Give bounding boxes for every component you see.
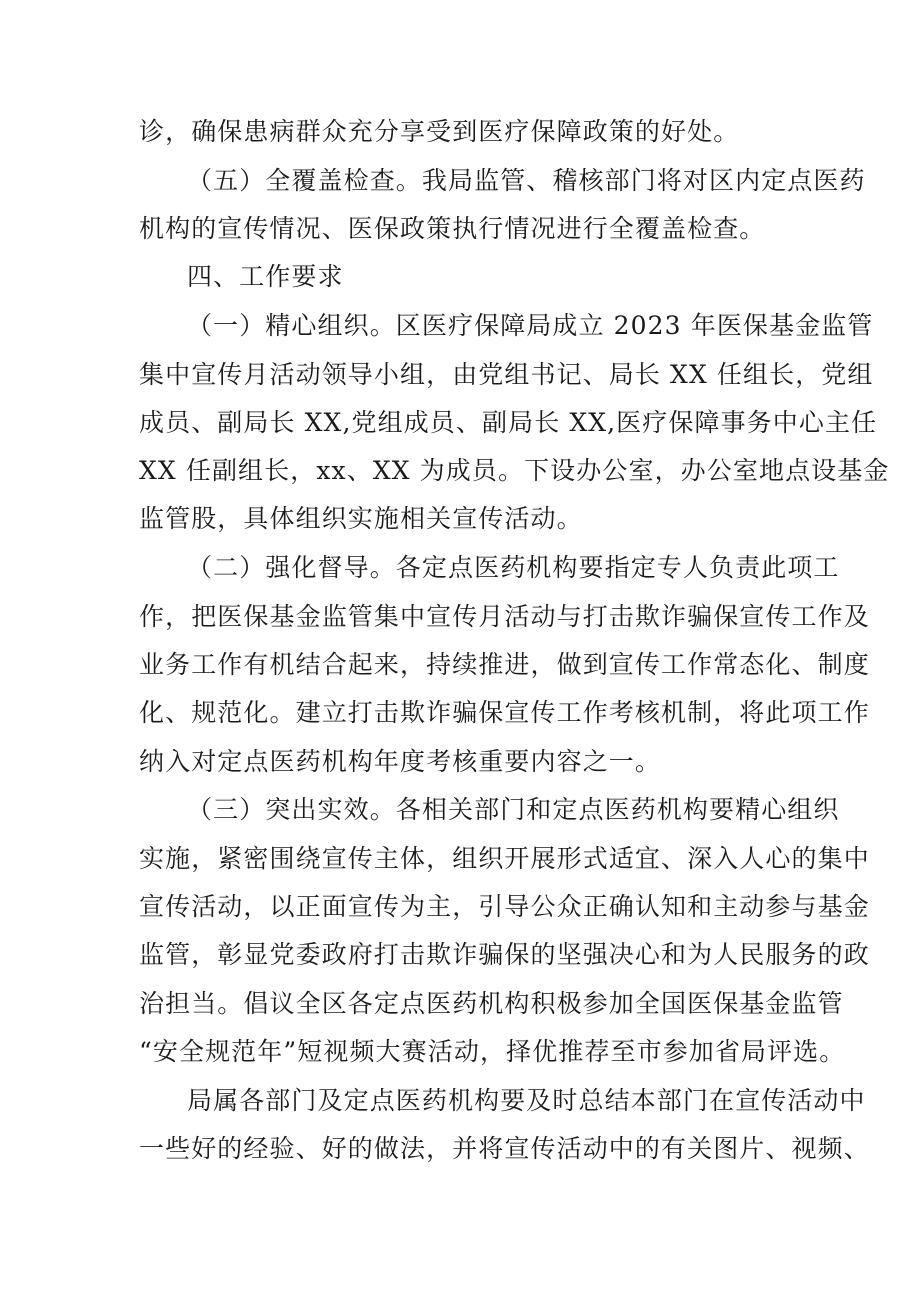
paragraph-line: 局属各部门及定点医药机构要及时总结本部门在宣传活动中 — [187, 1086, 866, 1115]
paragraph-line: 宣传活动，以正面宣传为主，引导公众正确认知和主动参与基金 — [139, 892, 870, 921]
section-heading: 四、工作要求 — [187, 262, 344, 291]
paragraph-line: XX 任副组长，xx、XX 为成员。下设办公室，办公室地点设基金 — [139, 456, 890, 485]
paragraph-line: 纳入对定点医药机构年度考核重要内容之一。 — [139, 747, 662, 776]
paragraph-line: 业务工作有机结合起来，持续推进，做到宣传工作常态化、制度 — [139, 650, 870, 679]
paragraph-line: 监管股，具体组织实施相关宣传活动。 — [139, 504, 583, 533]
paragraph-line: 化、规范化。建立打击欺诈骗保宣传工作考核机制，将此项工作 — [139, 698, 870, 727]
paragraph-line: 集中宣传月活动领导小组，由党组书记、局长 XX 任组长，党组 — [139, 360, 874, 389]
paragraph-line: 作，把医保基金监管集中宣传月活动与打击欺诈骗保宣传工作及 — [139, 602, 870, 631]
paragraph-line: （二）强化督导。各定点医药机构要指定专人负责此项工 — [187, 553, 840, 582]
paragraph-line: 治担当。倡议全区各定点医药机构积极参加全国医保基金监管 — [139, 989, 844, 1018]
paragraph-line: “安全规范年”短视频大赛活动，择优推荐至市参加省局评选。 — [139, 1037, 846, 1066]
paragraph-line: 诊，确保患病群众充分享受到医疗保障政策的好处。 — [139, 117, 740, 146]
paragraph-line: （三）突出实效。各相关部门和定点医药机构要精心组织 — [187, 795, 840, 824]
paragraph-line: 监管，彰显党委政府打击欺诈骗保的坚强决心和为人民服务的政 — [139, 940, 870, 969]
paragraph-line: （五）全覆盖检查。我局监管、稽核部门将对区内定点医药 — [187, 166, 866, 195]
paragraph-line: 成员、副局长 XX,党组成员、副局长 XX,医疗保障事务中心主任 — [139, 408, 878, 437]
paragraph-line: 一些好的经验、好的做法，并将宣传活动中的有关图片、视频、 — [139, 1134, 870, 1163]
paragraph-line: （一）精心组织。区医疗保障局成立 2023 年医保基金监管 — [187, 311, 874, 340]
paragraph-line: 机构的宣传情况、医保政策执行情况进行全覆盖检查。 — [139, 214, 766, 243]
paragraph-line: 实施，紧密围绕宣传主体，组织开展形式适宜、深入人心的集中 — [139, 844, 870, 873]
